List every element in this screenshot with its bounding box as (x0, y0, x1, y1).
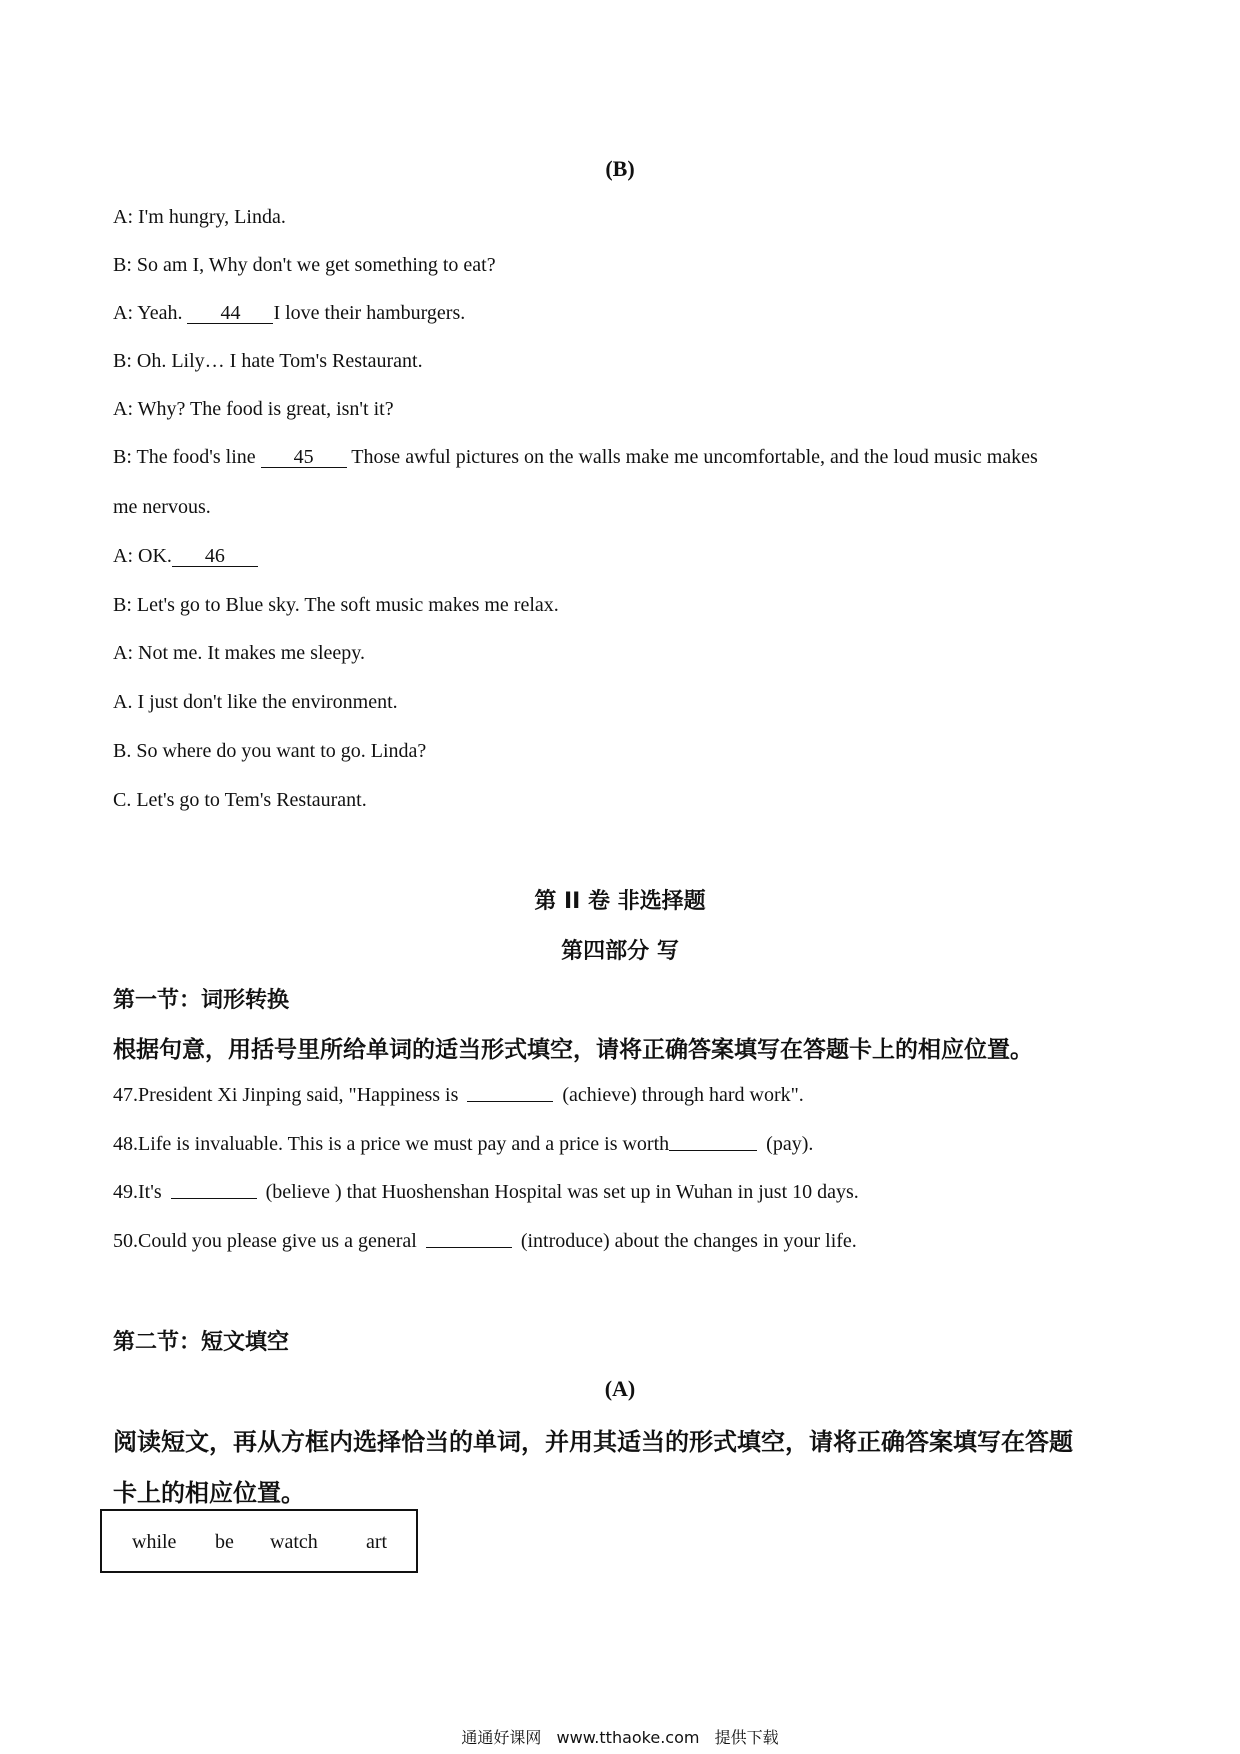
question-49-start: 49.It's (113, 1181, 167, 1203)
option-b: B. So where do you want to go. Linda? (113, 740, 427, 762)
footer-url[interactable]: www.tthaoke.com (556, 1728, 700, 1747)
section1-heading: 第一节：词形转换 (113, 988, 290, 1013)
section-b-heading: (B) (605, 156, 635, 181)
word-watch: watch (270, 1531, 318, 1553)
option-c: C. Let's go to Tem's Restaurant. (113, 789, 367, 811)
question-47 (113, 1083, 804, 1107)
question-50-start: 50.Could you please give us a general (113, 1230, 422, 1252)
answer-blank-47 (467, 1083, 553, 1102)
question-48 (113, 1132, 813, 1156)
blank-45: 45 (261, 447, 347, 468)
dialogue-line-3-start: A: Yeah. (113, 302, 188, 324)
question-49 (113, 1180, 859, 1204)
question-49-end: (believe ) that Huoshenshan Hospital was set up in Wuhan in just 10 days. (260, 1181, 859, 1203)
word-while: while (132, 1531, 177, 1553)
option-a: A. I just don't like the environment. (113, 691, 398, 713)
dialogue-line-6-start: B: The food's line (113, 446, 261, 468)
dialogue-line-6-continued: me nervous. (113, 496, 211, 518)
blank-46: 46 (172, 546, 258, 567)
dialogue-line-6 (113, 446, 1038, 469)
dialogue-line-3 (113, 302, 465, 325)
question-50 (113, 1229, 857, 1253)
dialogue-line-7 (113, 545, 258, 568)
question-50-end: (introduce) about the changes in your life. (515, 1230, 857, 1252)
dialogue-line-6-end: Those awful pictures on the walls make me uncomfortable, and the loud music makes (346, 446, 1038, 468)
dialogue-line-9: A: Not me. It makes me sleepy. (113, 642, 365, 664)
word-box (100, 1509, 418, 1573)
dialogue-line-5: A: Why? The food is great, isn't it? (113, 398, 394, 420)
dialogue-line-7-start: A: OK. (113, 545, 172, 567)
dialogue-line-3-end: I love their hamburgers. (273, 302, 466, 324)
footer-suffix: 提供下载 (714, 1728, 779, 1747)
passage-a-heading: (A) (604, 1376, 636, 1401)
question-48-start: 48.Life is invaluable. This is a price we must pay and a price is worth (113, 1133, 670, 1155)
dialogue-line-8: B: Let's go to Blue sky. The soft music makes me relax. (113, 594, 559, 616)
section2-heading: 第二节：短文填空 (113, 1330, 290, 1355)
footer (0, 1725, 1240, 1748)
section2-instruction-line-2: 卡上的相应位置。 (113, 1479, 305, 1507)
dialogue-line-1: A: I'm hungry, Linda. (113, 206, 286, 228)
question-48-end: (pay). (761, 1133, 814, 1155)
word-be: be (215, 1531, 234, 1553)
dialogue-line-2: B: So am I, Why don't we get something to eat? (113, 254, 496, 276)
question-47-start: 47.President Xi Jinping said, "Happiness is (113, 1084, 464, 1106)
question-47-end: (achieve) through hard work". (557, 1084, 804, 1106)
word-art: art (366, 1531, 388, 1553)
answer-blank-49 (171, 1180, 257, 1199)
blank-44: 44 (187, 303, 273, 324)
section1-instruction: 根据句意，用括号里所给单词的适当形式填空，请将正确答案填写在答题卡上的相应位置。 (113, 1037, 1033, 1063)
part2-title: 第 II 卷 非选择题 (534, 889, 706, 914)
dialogue-line-4: B: Oh. Lily… I hate Tom's Restaurant. (113, 350, 423, 372)
footer-site-name: 通通好课网 (461, 1728, 542, 1747)
section2-instruction-line-1: 阅读短文，再从方框内选择恰当的单词，并用其适当的形式填空，请将正确答案填写在答题 (113, 1428, 1073, 1456)
answer-blank-50 (426, 1229, 512, 1248)
part2-subtitle: 第四部分 写 (561, 939, 679, 964)
answer-blank-48 (669, 1132, 757, 1151)
